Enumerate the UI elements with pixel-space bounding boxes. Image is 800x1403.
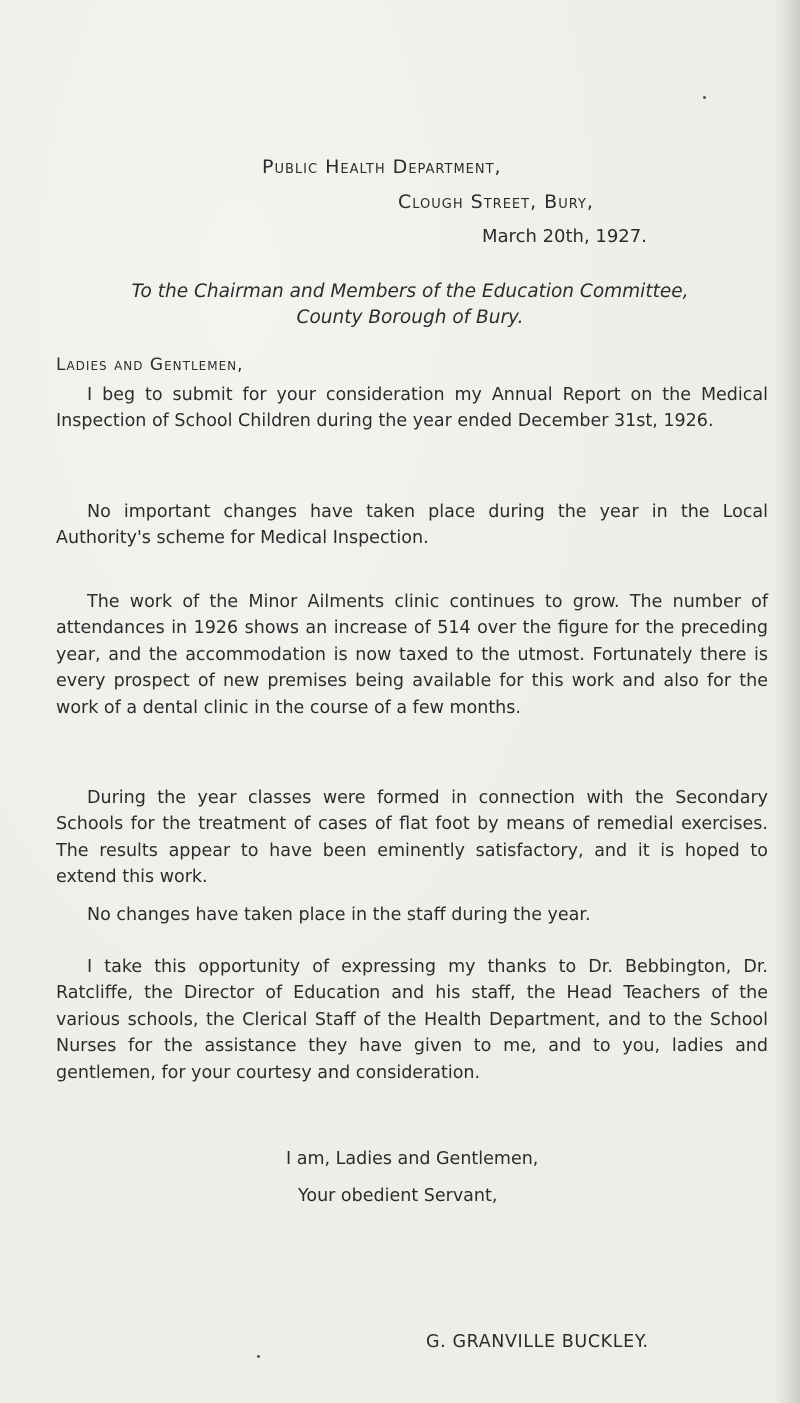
header-date: March 20th, 1927. — [482, 226, 647, 247]
paper-speck — [703, 96, 706, 99]
closing-line-1: I am, Ladies and Gentlemen, — [286, 1149, 539, 1169]
paragraph-report-submission: I beg to submit for your consideration my Annual Report on the Medical Inspection of School Children during the year ended December 31st, 1926. — [56, 385, 768, 432]
paragraph-acknowledgements: I take this opportunity of expressing my thanks to Dr. Bebbington, Dr. Ratcliffe, the Director of Education and his staff, the Head Teachers of the various schools, the Clerical Staff of the Health Department, and to the School Nurses for the assistance they have given to me, and to you, ladies and gentlemen, for your courtesy and consideration. — [56, 957, 768, 1083]
signature: G. GRANVILLE BUCKLEY. — [426, 1332, 649, 1352]
page-edge-shadow — [774, 0, 800, 1403]
paragraph-staff-unchanged: No changes have taken place in the staff during the year. — [87, 905, 591, 925]
salutation: Ladies and Gentlemen, — [56, 355, 244, 375]
paragraph-minor-ailments-clinic: The work of the Minor Ailments clinic continues to grow. The number of attendances in 1926 shows an increase of 514 over the figure for the preceding year, and the accommodation is now taxed to the utmost. Fortunately there is every prospect of new premises being available for this work and also for the work of a dental clinic in the course of a few months. — [56, 592, 768, 718]
paragraph-no-important-changes: No important changes have taken place during the year in the Local Authority's scheme for Medical Inspection. — [56, 502, 768, 549]
closing-line-2: Your obedient Servant, — [298, 1186, 498, 1206]
header-address: Clough Street, Bury, — [398, 191, 594, 213]
header-department: Public Health Department, — [262, 156, 502, 178]
addressee-line-2: County Borough of Bury. — [296, 307, 524, 328]
paper-speck — [257, 1355, 260, 1358]
addressee-block — [70, 279, 750, 331]
addressee-line-1: To the Chairman and Members of the Education Committee, — [131, 281, 689, 302]
paragraph-flat-foot-classes: During the year classes were formed in connection with the Secondary Schools for the treatment of cases of flat foot by means of remedial exercises. The results appear to have been eminently satisfactory, and it is hoped to extend this work. — [56, 788, 768, 888]
